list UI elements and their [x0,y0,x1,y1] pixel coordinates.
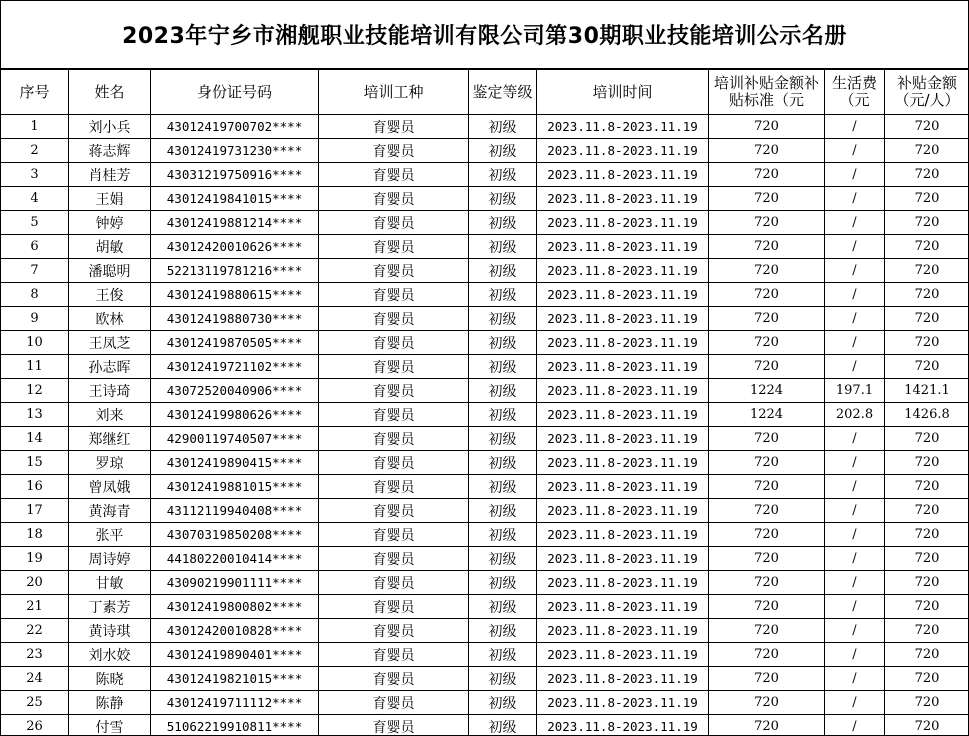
cell-trade: 育婴员 [319,475,469,499]
cell-id-number: 43012419881015**** [151,475,319,499]
cell-amount: 1426.8 [885,403,969,427]
cell-living: / [825,187,885,211]
cell-trade: 育婴员 [319,235,469,259]
cell-name: 丁素芳 [69,595,151,619]
cell-standard: 720 [709,355,825,379]
cell-seq: 16 [1,475,69,499]
cell-period: 2023.11.8-2023.11.19 [537,331,709,355]
cell-trade: 育婴员 [319,691,469,715]
cell-living: / [825,499,885,523]
cell-seq: 13 [1,403,69,427]
cell-name: 周诗婷 [69,547,151,571]
cell-trade: 育婴员 [319,547,469,571]
cell-amount: 720 [885,643,969,667]
cell-trade: 育婴员 [319,499,469,523]
cell-living: 197.1 [825,379,885,403]
cell-id-number: 43031219750916**** [151,163,319,187]
cell-level: 初级 [469,379,537,403]
table-row [1,187,969,211]
cell-name: 刘小兵 [69,115,151,139]
cell-id-number: 43012420010828**** [151,619,319,643]
header-row [1,70,969,115]
cell-standard: 720 [709,619,825,643]
cell-name: 孙志晖 [69,355,151,379]
cell-seq: 22 [1,619,69,643]
cell-name: 陈晓 [69,667,151,691]
cell-standard: 1224 [709,379,825,403]
header-name: 姓名 [69,70,151,115]
cell-living: / [825,211,885,235]
table-row [1,211,969,235]
cell-living: / [825,427,885,451]
cell-standard: 720 [709,667,825,691]
cell-level: 初级 [469,403,537,427]
cell-standard: 720 [709,595,825,619]
cell-seq: 4 [1,187,69,211]
table-row [1,283,969,307]
cell-period: 2023.11.8-2023.11.19 [537,235,709,259]
cell-amount: 720 [885,139,969,163]
cell-level: 初级 [469,523,537,547]
cell-trade: 育婴员 [319,115,469,139]
cell-level: 初级 [469,547,537,571]
cell-name: 陈静 [69,691,151,715]
cell-period: 2023.11.8-2023.11.19 [537,307,709,331]
cell-standard: 720 [709,643,825,667]
cell-amount: 720 [885,691,969,715]
cell-name: 胡敏 [69,235,151,259]
cell-amount: 720 [885,307,969,331]
cell-trade: 育婴员 [319,523,469,547]
cell-name: 王娟 [69,187,151,211]
table-row [1,595,969,619]
cell-id-number: 43012419731230**** [151,139,319,163]
cell-period: 2023.11.8-2023.11.19 [537,643,709,667]
cell-name: 王诗琦 [69,379,151,403]
cell-living: 202.8 [825,403,885,427]
cell-period: 2023.11.8-2023.11.19 [537,715,709,736]
table-row [1,139,969,163]
cell-living: / [825,163,885,187]
cell-id-number: 43012419880615**** [151,283,319,307]
table-row [1,379,969,403]
cell-standard: 720 [709,715,825,736]
cell-trade: 育婴员 [319,427,469,451]
cell-amount: 720 [885,595,969,619]
cell-name: 潘聪明 [69,259,151,283]
cell-seq: 15 [1,451,69,475]
cell-trade: 育婴员 [319,331,469,355]
cell-period: 2023.11.8-2023.11.19 [537,403,709,427]
cell-name: 刘水姣 [69,643,151,667]
cell-standard: 720 [709,307,825,331]
cell-seq: 10 [1,331,69,355]
cell-trade: 育婴员 [319,667,469,691]
cell-living: / [825,259,885,283]
cell-seq: 14 [1,427,69,451]
cell-id-number: 43012419870505**** [151,331,319,355]
cell-standard: 1224 [709,403,825,427]
cell-amount: 720 [885,547,969,571]
cell-period: 2023.11.8-2023.11.19 [537,379,709,403]
cell-amount: 720 [885,259,969,283]
cell-living: / [825,451,885,475]
cell-name: 黄海青 [69,499,151,523]
table-row [1,259,969,283]
cell-living: / [825,691,885,715]
cell-standard: 720 [709,163,825,187]
cell-seq: 11 [1,355,69,379]
cell-seq: 8 [1,283,69,307]
cell-id-number: 43012419881214**** [151,211,319,235]
cell-level: 初级 [469,307,537,331]
cell-amount: 720 [885,571,969,595]
cell-period: 2023.11.8-2023.11.19 [537,451,709,475]
cell-amount: 720 [885,187,969,211]
cell-period: 2023.11.8-2023.11.19 [537,691,709,715]
cell-name: 曾凤娥 [69,475,151,499]
cell-seq: 26 [1,715,69,736]
cell-name: 黄诗琪 [69,619,151,643]
cell-level: 初级 [469,595,537,619]
cell-name: 罗琼 [69,451,151,475]
header-living: 生活费（元 [825,70,885,115]
cell-living: / [825,595,885,619]
cell-amount: 720 [885,619,969,643]
cell-amount: 720 [885,499,969,523]
cell-level: 初级 [469,235,537,259]
cell-id-number: 43012419890415**** [151,451,319,475]
cell-seq: 2 [1,139,69,163]
cell-level: 初级 [469,451,537,475]
cell-id-number: 43012419841015**** [151,187,319,211]
cell-amount: 720 [885,427,969,451]
roster-body [1,115,969,736]
cell-id-number: 43012419880730**** [151,307,319,331]
cell-id-number: 43012419890401**** [151,643,319,667]
cell-trade: 育婴员 [319,163,469,187]
cell-period: 2023.11.8-2023.11.19 [537,115,709,139]
cell-seq: 21 [1,595,69,619]
cell-period: 2023.11.8-2023.11.19 [537,187,709,211]
cell-seq: 7 [1,259,69,283]
cell-level: 初级 [469,571,537,595]
cell-trade: 育婴员 [319,379,469,403]
cell-id-number: 43070319850208**** [151,523,319,547]
cell-standard: 720 [709,283,825,307]
table-row [1,643,969,667]
table-row [1,523,969,547]
cell-level: 初级 [469,691,537,715]
cell-living: / [825,643,885,667]
cell-level: 初级 [469,331,537,355]
table-row [1,355,969,379]
cell-living: / [825,307,885,331]
cell-name: 付雪 [69,715,151,736]
cell-living: / [825,571,885,595]
header-trade: 培训工种 [319,70,469,115]
cell-level: 初级 [469,643,537,667]
cell-living: / [825,331,885,355]
cell-standard: 720 [709,259,825,283]
table-row [1,547,969,571]
table-row [1,619,969,643]
cell-name: 张平 [69,523,151,547]
table-row [1,691,969,715]
cell-amount: 720 [885,355,969,379]
cell-seq: 5 [1,211,69,235]
cell-seq: 20 [1,571,69,595]
cell-id-number: 42900119740507**** [151,427,319,451]
cell-standard: 720 [709,211,825,235]
cell-level: 初级 [469,475,537,499]
cell-amount: 720 [885,451,969,475]
cell-amount: 720 [885,115,969,139]
cell-id-number: 43072520040906**** [151,379,319,403]
header-level: 鉴定等级 [469,70,537,115]
cell-period: 2023.11.8-2023.11.19 [537,547,709,571]
table-row [1,499,969,523]
cell-trade: 育婴员 [319,715,469,736]
table-row [1,427,969,451]
cell-amount: 720 [885,331,969,355]
cell-seq: 1 [1,115,69,139]
table-row [1,235,969,259]
cell-trade: 育婴员 [319,571,469,595]
cell-level: 初级 [469,283,537,307]
cell-living: / [825,667,885,691]
cell-seq: 18 [1,523,69,547]
cell-trade: 育婴员 [319,307,469,331]
cell-seq: 24 [1,667,69,691]
cell-seq: 19 [1,547,69,571]
table-row [1,451,969,475]
header-id: 身份证号码 [151,70,319,115]
table-row [1,715,969,736]
cell-name: 王凤芝 [69,331,151,355]
cell-name: 郑继红 [69,427,151,451]
cell-standard: 720 [709,547,825,571]
cell-name: 蒋志辉 [69,139,151,163]
cell-id-number: 43012420010626**** [151,235,319,259]
cell-amount: 1421.1 [885,379,969,403]
table-row [1,475,969,499]
table-row [1,571,969,595]
cell-period: 2023.11.8-2023.11.19 [537,499,709,523]
cell-id-number: 43012419800802**** [151,595,319,619]
cell-trade: 育婴员 [319,643,469,667]
cell-living: / [825,355,885,379]
cell-level: 初级 [469,115,537,139]
cell-living: / [825,475,885,499]
cell-standard: 720 [709,691,825,715]
table-row [1,115,969,139]
cell-living: / [825,139,885,163]
cell-level: 初级 [469,715,537,736]
cell-trade: 育婴员 [319,139,469,163]
cell-amount: 720 [885,211,969,235]
cell-id-number: 43012419980626**** [151,403,319,427]
header-period: 培训时间 [537,70,709,115]
cell-name: 肖桂芳 [69,163,151,187]
cell-name: 钟婷 [69,211,151,235]
cell-level: 初级 [469,355,537,379]
header-standard: 培训补贴金额补贴标准（元 [709,70,825,115]
cell-level: 初级 [469,259,537,283]
cell-standard: 720 [709,115,825,139]
cell-living: / [825,547,885,571]
cell-period: 2023.11.8-2023.11.19 [537,571,709,595]
cell-trade: 育婴员 [319,403,469,427]
cell-amount: 720 [885,235,969,259]
cell-trade: 育婴员 [319,211,469,235]
cell-level: 初级 [469,163,537,187]
cell-level: 初级 [469,499,537,523]
cell-period: 2023.11.8-2023.11.19 [537,619,709,643]
cell-standard: 720 [709,139,825,163]
cell-name: 欧林 [69,307,151,331]
cell-seq: 6 [1,235,69,259]
cell-name: 刘来 [69,403,151,427]
cell-standard: 720 [709,475,825,499]
cell-amount: 720 [885,163,969,187]
cell-name: 王俊 [69,283,151,307]
cell-level: 初级 [469,187,537,211]
cell-trade: 育婴员 [319,595,469,619]
cell-level: 初级 [469,211,537,235]
cell-standard: 720 [709,571,825,595]
table-row [1,163,969,187]
cell-trade: 育婴员 [319,355,469,379]
cell-trade: 育婴员 [319,451,469,475]
cell-standard: 720 [709,451,825,475]
cell-period: 2023.11.8-2023.11.19 [537,211,709,235]
cell-name: 甘敏 [69,571,151,595]
cell-living: / [825,523,885,547]
cell-period: 2023.11.8-2023.11.19 [537,667,709,691]
cell-amount: 720 [885,715,969,736]
table-row [1,307,969,331]
cell-id-number: 43012419821015**** [151,667,319,691]
cell-trade: 育婴员 [319,283,469,307]
cell-level: 初级 [469,427,537,451]
cell-level: 初级 [469,139,537,163]
cell-level: 初级 [469,667,537,691]
cell-standard: 720 [709,427,825,451]
header-amount: 补贴金额（元/人） [885,70,969,115]
cell-standard: 720 [709,523,825,547]
table-row [1,331,969,355]
cell-id-number: 43012419721102**** [151,355,319,379]
cell-period: 2023.11.8-2023.11.19 [537,475,709,499]
header-seq: 序号 [1,70,69,115]
cell-seq: 23 [1,643,69,667]
cell-standard: 720 [709,331,825,355]
cell-seq: 12 [1,379,69,403]
cell-living: / [825,235,885,259]
cell-amount: 720 [885,475,969,499]
cell-id-number: 43090219901111**** [151,571,319,595]
cell-period: 2023.11.8-2023.11.19 [537,259,709,283]
roster-table [0,69,969,736]
cell-standard: 720 [709,499,825,523]
cell-id-number: 51062219910811**** [151,715,319,736]
cell-id-number: 43112119940408**** [151,499,319,523]
cell-trade: 育婴员 [319,259,469,283]
cell-trade: 育婴员 [319,187,469,211]
page-title: 2023年宁乡市湘舰职业技能培训有限公司第30期职业技能培训公示名册 [1,1,968,69]
cell-seq: 3 [1,163,69,187]
cell-living: / [825,715,885,736]
cell-amount: 720 [885,667,969,691]
cell-living: / [825,115,885,139]
cell-id-number: 52213119781216**** [151,259,319,283]
table-row [1,403,969,427]
cell-period: 2023.11.8-2023.11.19 [537,523,709,547]
cell-id-number: 44180220010414**** [151,547,319,571]
cell-period: 2023.11.8-2023.11.19 [537,163,709,187]
cell-period: 2023.11.8-2023.11.19 [537,595,709,619]
cell-level: 初级 [469,619,537,643]
cell-seq: 9 [1,307,69,331]
cell-period: 2023.11.8-2023.11.19 [537,427,709,451]
cell-trade: 育婴员 [319,619,469,643]
cell-seq: 17 [1,499,69,523]
cell-period: 2023.11.8-2023.11.19 [537,355,709,379]
cell-living: / [825,283,885,307]
cell-standard: 720 [709,235,825,259]
cell-period: 2023.11.8-2023.11.19 [537,283,709,307]
table-row [1,667,969,691]
cell-amount: 720 [885,283,969,307]
cell-standard: 720 [709,187,825,211]
cell-seq: 25 [1,691,69,715]
cell-id-number: 43012419711112**** [151,691,319,715]
cell-living: / [825,619,885,643]
cell-id-number: 43012419700702**** [151,115,319,139]
cell-amount: 720 [885,523,969,547]
cell-period: 2023.11.8-2023.11.19 [537,139,709,163]
